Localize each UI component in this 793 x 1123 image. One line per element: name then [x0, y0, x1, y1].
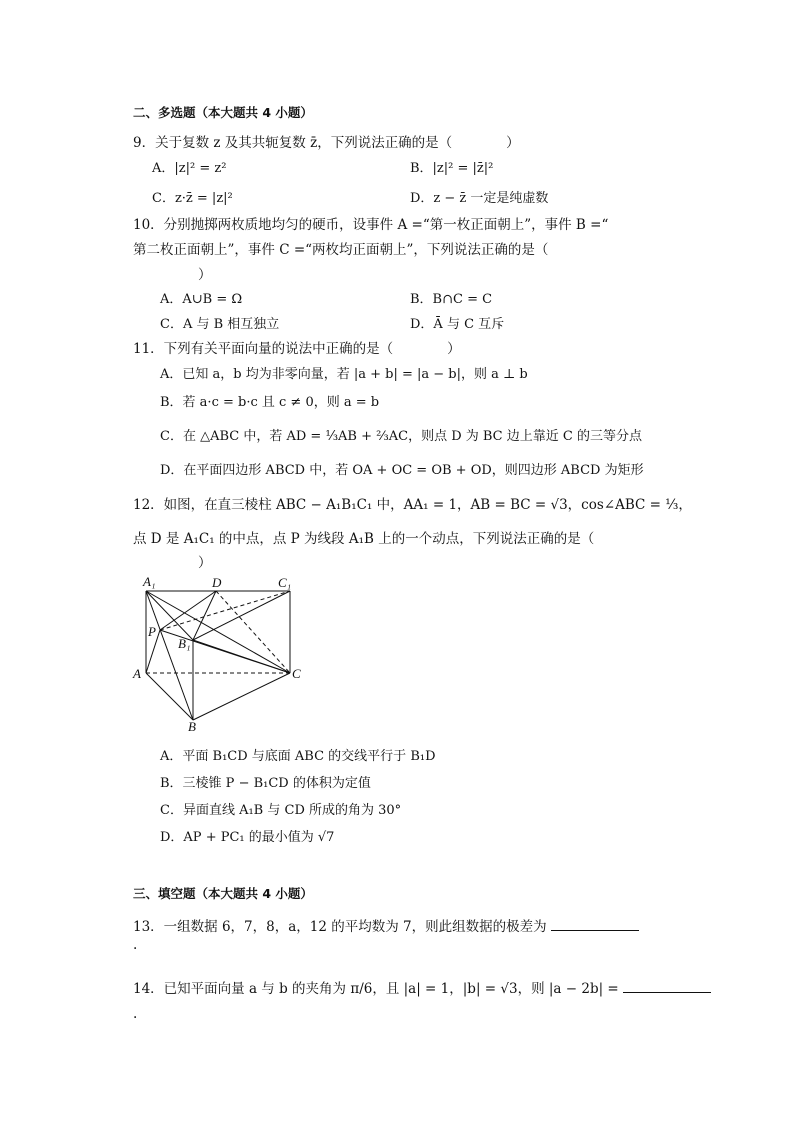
question-11-option-b: B．若 a·c = b·c 且 c ≠ 0，则 a = b	[160, 395, 380, 410]
question-9-option-a: A．|z|² = z²	[152, 161, 227, 176]
section-title-multiple-choice: 二、多选题（本大题共 4 小题）	[133, 105, 313, 120]
question-12-option-a: A．平面 B₁CD 与底面 ABC 的交线平行于 B₁D	[160, 749, 436, 764]
figure-label-c1: C₁	[278, 575, 292, 590]
question-11-stem: 11．下列有关平面向量的说法中正确的是（ ）	[133, 341, 461, 357]
question-12-stem-line-3: ）	[171, 555, 212, 571]
question-10-option-d: D．Ā 与 C 互斥	[410, 317, 505, 332]
figure-label-c: C	[292, 666, 301, 681]
figure-label-a1: A₁	[143, 574, 156, 589]
question-9-stem: 9．关于复数 z 及其共轭复数 z̄，下列说法正确的是（ ）	[133, 135, 520, 151]
question-12-option-b: B．三棱锥 P − B₁CD 的体积为定值	[160, 776, 371, 791]
question-13-tail: .	[133, 937, 138, 953]
question-10-stem-line-2: 第二枚正面朝上”，事件 C =“两枚均正面朝上”，下列说法正确的是（	[133, 242, 549, 258]
figure-label-p: P	[148, 624, 156, 639]
figure-label-b1: B₁	[178, 636, 191, 651]
question-9-option-b: B．|z|² = |z̄|²	[410, 161, 494, 176]
section-title-fill-in: 三、填空题（本大题共 4 小题）	[133, 886, 313, 901]
question-10-option-a: A．A∪B = Ω	[160, 292, 243, 307]
figure-label-d: D	[212, 575, 222, 590]
question-14-answer-blank	[623, 978, 711, 993]
question-11-option-d: D．在平面四边形 ABCD 中，若 OA + OC = OB + OD，则四边形 ABCD 为矩形	[160, 463, 644, 478]
question-10-stem-line-3: ）	[171, 267, 212, 283]
question-12-stem-line-2: 点 D 是 A₁C₁ 的中点，点 P 为线段 A₁B 上的一个动点，下列说法正确的是（	[133, 531, 595, 547]
question-11-option-a: A．已知 a，b 均为非零向量，若 |a + b| = |a − b|，则 a ⊥ b	[160, 367, 528, 382]
figure-label-b: B	[188, 719, 196, 732]
question-13-stem	[133, 915, 639, 935]
question-10-stem-line-1: 10．分别抛掷两枚质地均匀的硬币，设事件 A =“第一枚正面朝上”，事件 B =“	[133, 217, 609, 233]
question-9-option-c: C．z·z̄ = |z|²	[152, 191, 233, 206]
question-12-option-c: C．异面直线 A₁B 与 CD 所成的角为 30°	[160, 803, 402, 818]
question-9-option-d: D．z − z̄ 一定是纯虚数	[410, 191, 549, 206]
question-14-tail: .	[133, 1006, 138, 1022]
prism-figure	[128, 572, 308, 732]
question-10-option-c: C．A 与 B 相互独立	[160, 317, 280, 332]
question-13-answer-blank	[551, 916, 639, 931]
question-13-text: 13．一组数据 6，7，8，a，12 的平均数为 7，则此组数据的极差为	[133, 919, 547, 935]
question-11-option-c: C．在 △ABC 中，若 AD = ⅓AB + ⅔AC，则点 D 为 BC 边上靠近 C 的三等分点	[160, 429, 642, 444]
question-12-stem-line-1: 12．如图，在直三棱柱 ABC − A₁B₁C₁ 中，AA₁ = 1，AB = BC = √3，cos∠ABC = ⅓，	[133, 497, 692, 513]
question-14-text: 14．已知平面向量 a 与 b 的夹角为 π/6，且 |a| = 1，|b| = √3，则 |a − 2b| =	[133, 981, 619, 997]
question-10-option-b: B．B∩C = C	[410, 292, 493, 307]
question-14-stem	[133, 977, 711, 997]
question-12-option-d: D．AP + PC₁ 的最小值为 √7	[160, 830, 335, 845]
figure-label-a: A	[133, 666, 141, 681]
